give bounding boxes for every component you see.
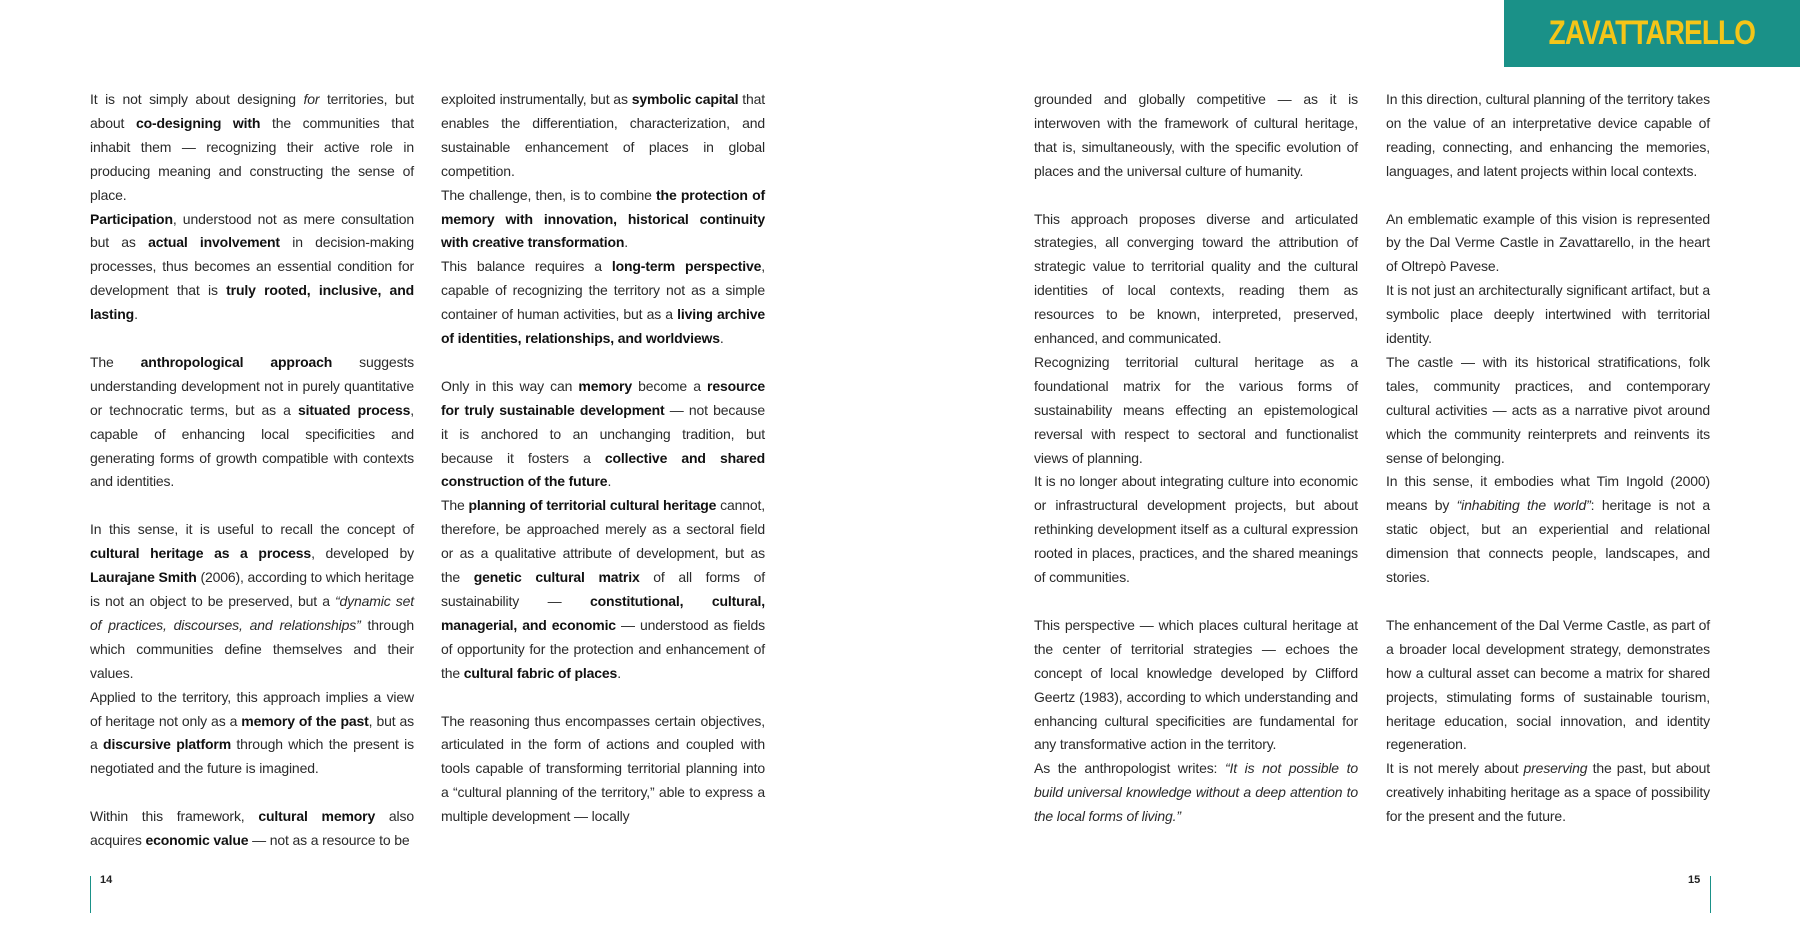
paragraph <box>90 518 414 685</box>
text-run: the communities that inhabit them — recognizing their active role in producing meaning and constructing the sense of place. <box>90 114 414 203</box>
paragraph <box>1386 757 1710 829</box>
bold-text: living archive of identities, relationships, and worldviews <box>441 306 765 347</box>
text-run: The challenge, then, is to combine <box>441 186 657 203</box>
text-run: that enables the differentiation, characterization, and sustainable enhancement of places in global competition. <box>441 91 765 179</box>
paragraph <box>1386 470 1710 590</box>
paragraph <box>90 805 414 853</box>
text-run: cannot, therefore, be approached merely as a sectoral field or as a qualitative attribute of development, but as the <box>441 497 765 586</box>
bold-text: cultural fabric of places <box>463 664 618 681</box>
paragraph <box>1034 757 1358 829</box>
bold-text: Laurajane Smith <box>90 569 197 586</box>
paragraph <box>1034 614 1358 757</box>
bold-text: anthropological approach <box>140 353 333 370</box>
paragraph <box>441 88 765 184</box>
paragraph <box>1034 470 1358 590</box>
paragraph <box>1386 88 1710 184</box>
paragraph <box>90 208 414 328</box>
text-run: , capable of enhancing local specificities and generating forms of growth compatible with contexts and identities. <box>90 401 414 490</box>
text-run: The enhancement of the Dal Verme Castle, as part of a broader local development strategy, demonstrates how a cultural asset can become a matrix for shared projects, stimulating forms of sustainable tourism, heritage education, social innovation, and identity regeneration. <box>1386 616 1710 753</box>
text-run: The <box>90 353 141 370</box>
page-number-rule-right <box>1710 876 1711 913</box>
bold-text: actual involvement <box>148 234 280 251</box>
text-run: The reasoning thus encompasses certain objectives, articulated in the form of actions and coupled with tools capable of transforming territorial planning into a “cultural planning of the territory,” able to express a multiple development — locally <box>441 712 765 825</box>
text-run: . <box>719 330 724 347</box>
page-number-rule-left <box>90 876 91 913</box>
text-run: , understood not as mere consultation but as <box>90 210 414 251</box>
text-run: — not because it is anchored to an unchanging tradition, but because it fosters a <box>441 401 765 466</box>
text-run: . <box>607 473 612 490</box>
text-run: — not as a resource to be <box>248 832 410 849</box>
text-run: It is not merely about <box>1386 760 1524 777</box>
paragraph <box>90 351 414 494</box>
paragraph <box>90 88 414 208</box>
italic-text: “dynamic set of practices, discourses, and relationships” <box>90 593 415 633</box>
text-run: territories, but about <box>90 91 414 131</box>
bold-text: long-term perspective <box>611 258 762 275</box>
text-run: , but as a <box>90 712 414 753</box>
paragraph <box>1034 208 1358 351</box>
bold-text: truly rooted, inclusive, and lasting <box>90 282 414 323</box>
text-run: This balance requires a <box>441 258 612 275</box>
bold-text: Participation <box>90 210 173 227</box>
text-run: , capable of recognizing the territory not as a simple container of human activities, but as a <box>441 258 765 323</box>
bold-text: the protection of memory with innovation, historical continuity with creative transformation <box>441 186 765 251</box>
text-run: become a <box>631 377 708 394</box>
paragraph <box>441 255 765 351</box>
italic-text: “inhabiting the world” <box>1456 497 1591 514</box>
bold-text: cultural memory <box>258 808 376 825</box>
italic-text: “It is not possible to build universal knowledge without a deep attention to the local forms of living.” <box>1034 760 1358 825</box>
paragraph <box>1386 614 1710 757</box>
text-run: An emblematic example of this vision is represented by the Dal Verme Castle in Zavattarello, in the heart of Oltrepò Pavese. <box>1386 210 1710 275</box>
bold-text: resource for truly sustainable development <box>441 377 765 418</box>
text-run: (2006), according to which heritage is not an object to be preserved, but a <box>90 569 415 609</box>
text-run: also acquires <box>90 808 414 849</box>
text-run: This approach proposes diverse and articulated strategies, all converging toward the attribution of strategic value to territorial quality and the cultural identities of local contexts, reading them as resources to be known, interpreted, preserved, enhanced, and communicated. <box>1034 210 1358 347</box>
text-run: : heritage is not a static object, but an experiential and relational dimension that connects people, landscapes, and stories. <box>1386 497 1710 586</box>
italic-text: for <box>303 91 320 107</box>
text-column-2 <box>441 88 765 829</box>
chapter-title: ZAVATTARELLO <box>1548 14 1756 52</box>
bold-text: discursive platform <box>103 736 232 753</box>
text-run: In this sense, it is useful to recall the concept of <box>90 521 414 538</box>
text-run: Applied to the territory, this approach implies a view of heritage not only as a <box>90 688 414 729</box>
text-run: . <box>134 306 138 323</box>
text-run: Within this framework, <box>90 808 259 825</box>
paragraph <box>1386 351 1710 471</box>
text-run: through which communities define themselves and their values. <box>90 616 414 681</box>
text-run: This perspective — which places cultural heritage at the center of territorial strategies — echoes the concept of local knowledge developed by Clifford Geertz (1983), according to which understanding and enhancing cultural specificities are fundamental for any transformative action in the territory. <box>1034 616 1358 753</box>
bold-text: memory <box>578 377 632 394</box>
text-run: , developed by <box>311 545 414 562</box>
bold-text: collective and shared construction of the future <box>441 449 766 490</box>
page-number-left: 14 <box>100 874 113 886</box>
text-run: As the anthropologist writes: <box>1034 760 1225 777</box>
page-number-right: 15 <box>1688 874 1701 886</box>
bold-text: memory of the past <box>241 712 369 729</box>
text-run: Only in this way can <box>441 377 579 394</box>
paragraph <box>1034 88 1358 184</box>
paragraph <box>1386 279 1710 351</box>
text-run: — understood as fields of opportunity for the protection and enhancement of the <box>441 616 766 681</box>
text-run: Recognizing territorial cultural heritage as a foundational matrix for the various forms of sustainability means effecting an epistemological reversal with respect to sectoral and functionalist views of planning. <box>1034 353 1358 466</box>
bold-text: co-designing with <box>135 114 261 131</box>
text-run: The <box>441 497 469 514</box>
bold-text: economic value <box>145 832 249 849</box>
text-run: It is not just an architecturally significant artifact, but a symbolic place deeply intertwined with territorial identity. <box>1386 282 1710 347</box>
text-run: the past, but about creatively inhabiting heritage as a space of possibility for the present and the future. <box>1386 760 1710 825</box>
paragraph <box>1034 351 1358 471</box>
bold-text: planning of territorial cultural heritage <box>468 497 717 514</box>
text-run: suggests understanding development not in purely quantitative or technocratic terms, but as a <box>90 353 415 418</box>
text-column-1 <box>90 88 414 853</box>
text-run: grounded and globally competitive — as it is interwoven with the framework of cultural heritage, that is, simultaneously, with the specific evolution of places and the universal culture of humanity. <box>1034 91 1358 179</box>
bold-text: cultural heritage as a process <box>90 545 312 562</box>
bold-text: situated process <box>297 401 411 418</box>
bold-text: symbolic capital <box>631 91 739 107</box>
text-run: . <box>624 234 629 251</box>
text-column-3 <box>1034 88 1358 829</box>
text-run: in decision-making processes, thus becomes an essential condition for development that is <box>90 234 415 299</box>
text-run: of all forms of sustainability — <box>441 569 765 610</box>
text-run: It is no longer about integrating culture into economic or infrastructural development projects, but about rethinking development itself as a cultural expression rooted in places, practices, and the shared meanings of communities. <box>1034 473 1358 586</box>
text-run: In this direction, cultural planning of the territory takes on the value of an interpretative device capable of reading, connecting, and enhancing the memories, languages, and latent projects within local contexts. <box>1386 91 1710 179</box>
text-run: It is not simply about designing <box>90 91 304 107</box>
paragraph <box>441 184 765 256</box>
paragraph <box>1386 208 1710 280</box>
paragraph <box>441 710 765 830</box>
paragraph <box>441 375 765 495</box>
italic-text: preserving <box>1523 760 1588 777</box>
bold-text: genetic cultural matrix <box>473 569 640 586</box>
text-column-4 <box>1386 88 1710 829</box>
paragraph <box>441 494 765 685</box>
chapter-title-badge <box>1504 0 1800 67</box>
text-run: through which the present is negotiated and the future is imagined. <box>90 736 414 777</box>
text-run: . <box>617 664 621 681</box>
text-run: The castle — with its historical stratifications, folk tales, community practices, and contemporary cultural activities — acts as a narrative pivot around which the community reinterprets and reinvents its sense of belonging. <box>1386 353 1710 466</box>
text-run: exploited instrumentally, but as <box>441 91 632 107</box>
paragraph <box>90 686 414 782</box>
text-run: In this sense, it embodies what Tim Ingold (2000) means by <box>1386 473 1710 514</box>
bold-text: constitutional, cultural, managerial, and economic <box>441 593 765 633</box>
